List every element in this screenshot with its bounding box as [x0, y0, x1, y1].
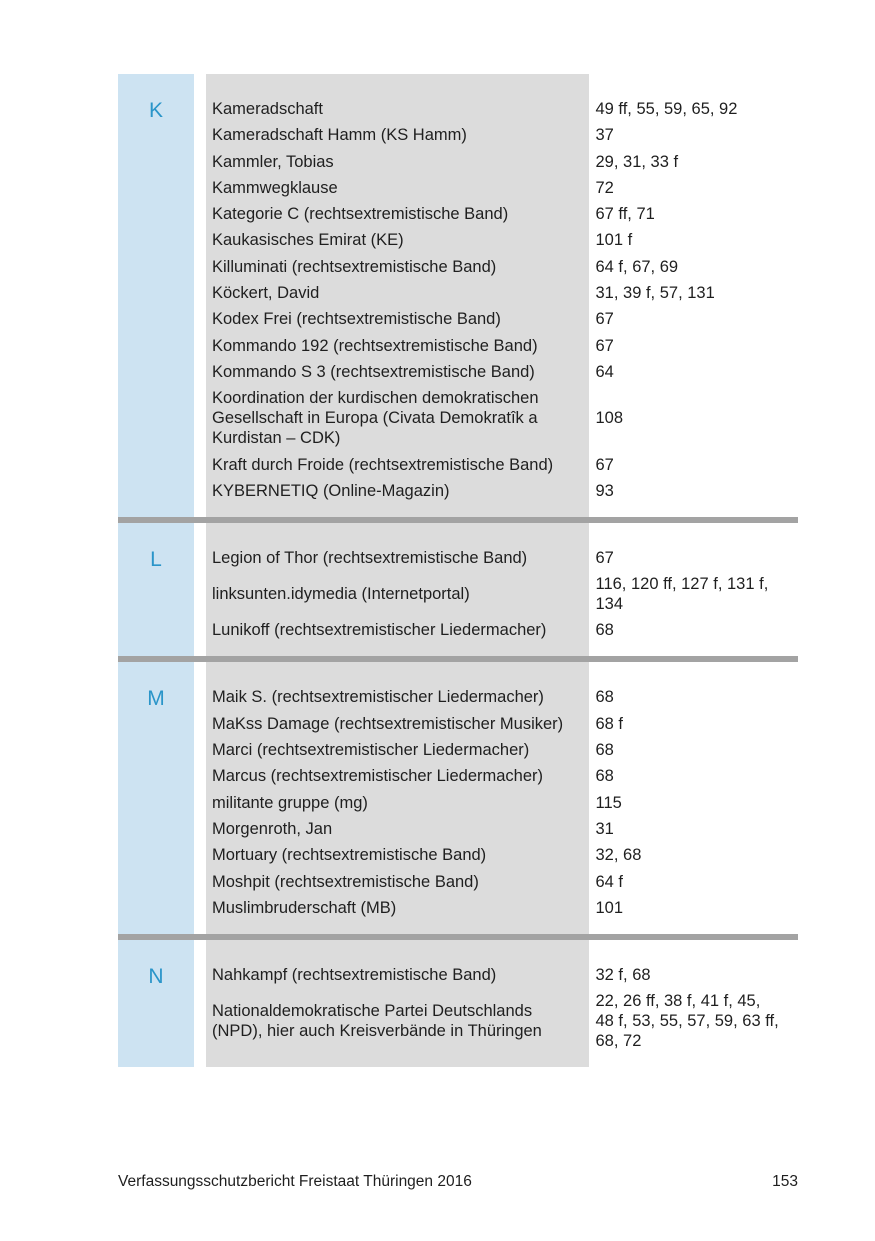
entry-pages: 32, 68 — [595, 846, 642, 865]
index-entry — [118, 898, 798, 918]
entry-pages: 68 — [595, 688, 614, 707]
entry-pages: 116, 120 ff, 127 f, 131 f, 134 — [595, 575, 769, 614]
index-entry — [118, 620, 798, 640]
entry-pages: 67 — [595, 455, 614, 474]
entry-pages: 31 — [595, 819, 614, 838]
entry-pages: 93 — [595, 481, 614, 500]
entry-name: Kaukasisches Emirat (KE) — [212, 231, 404, 250]
index-entry — [118, 481, 798, 501]
entry-name: linksunten.idymedia (Internetportal) — [212, 585, 470, 604]
index-entry — [118, 714, 798, 734]
index-entry — [118, 845, 798, 865]
section-letter: L — [150, 547, 162, 571]
index-entry — [118, 99, 798, 119]
index-section — [118, 662, 798, 933]
entry-name: Kommando S 3 (rechtsextremistische Band) — [212, 362, 535, 381]
entry-name: Kameradschaft — [212, 100, 323, 118]
entry-pages: 68 — [595, 621, 614, 640]
entry-pages: 49 ff, 55, 59, 65, 92 — [595, 100, 738, 118]
entry-pages: 101 — [595, 898, 624, 917]
entry-pages: 64 f — [595, 872, 624, 891]
index-entry — [118, 455, 798, 475]
entry-pages: 68 — [595, 741, 614, 760]
entry-pages: 67 — [595, 336, 614, 355]
entry-pages: 64 f, 67, 69 — [595, 257, 679, 276]
entry-name: Kammwegklause — [212, 178, 338, 197]
entry-name: Legion of Thor (rechtsextremistische Band) — [212, 548, 528, 567]
entry-pages: 67 — [595, 310, 614, 329]
index-entry — [118, 965, 798, 985]
index-entry — [118, 819, 798, 839]
entry-name: Nahkampf (rechtsextremistische Band) — [212, 965, 497, 984]
index-entry — [118, 388, 798, 448]
index-entry — [118, 204, 798, 224]
entry-name: Kategorie C (rechtsextremistische Band) — [212, 205, 509, 224]
entry-list — [118, 940, 798, 1067]
entry-name: Köckert, David — [212, 284, 320, 303]
index-table — [118, 74, 798, 1067]
entry-name: Maik S. (rechtsextremistischer Liedermacher) — [212, 688, 544, 707]
entry-pages: 72 — [595, 178, 614, 197]
index-entry — [118, 687, 798, 707]
index-entry — [118, 766, 798, 786]
entry-list — [118, 662, 798, 933]
index-entry — [118, 574, 798, 614]
index-entry — [118, 125, 798, 145]
index-section — [118, 523, 798, 657]
entry-pages: 31, 39 f, 57, 131 — [595, 284, 715, 303]
entry-name: Marcus (rechtsextremistischer Liedermacher) — [212, 767, 544, 786]
entry-pages: 22, 26 ff, 38 f, 41 f, 45, 48 f, 53, 55, 57, 59, 63 ff, 68, 72 — [595, 992, 779, 1051]
entry-list — [118, 74, 798, 517]
entry-name: Kommando 192 (rechtsextremistische Band) — [212, 336, 538, 355]
entry-pages: 115 — [595, 793, 622, 812]
entry-name: Muslimbruderschaft (MB) — [212, 898, 397, 917]
entry-name: Mortuary (rechtsextremistische Band) — [212, 846, 487, 865]
entry-pages: 37 — [595, 126, 614, 145]
index-entry — [118, 793, 798, 813]
index-entry — [118, 230, 798, 250]
entry-name: Kraft durch Froide (rechtsextremistische Band) — [212, 455, 554, 474]
index-entry — [118, 991, 798, 1051]
entry-name: Marci (rechtsextremistischer Liedermacher) — [212, 741, 530, 760]
index-entry — [118, 152, 798, 172]
entry-name: Nationaldemokratische Partei Deutschlands (NPD), hier auch Kreisverbände in Thüringen — [212, 1002, 542, 1041]
entry-name: MaKss Damage (rechtsextremistischer Musiker) — [212, 714, 564, 733]
entry-pages: 67 — [595, 548, 614, 567]
entry-name: Kodex Frei (rechtsextremistische Band) — [212, 310, 501, 329]
index-entry — [118, 740, 798, 760]
index-entry — [118, 548, 798, 568]
entry-pages: 32 f, 68 — [595, 965, 651, 984]
entry-pages: 64 — [595, 362, 614, 381]
entry-name: Morgenroth, Jan — [212, 819, 333, 838]
index-entry — [118, 257, 798, 277]
index-entry — [118, 872, 798, 892]
index-entry — [118, 362, 798, 382]
index-section — [118, 940, 798, 1067]
entry-pages: 68 — [595, 767, 614, 786]
entry-name: Kammler, Tobias — [212, 152, 334, 171]
entry-name: Lunikoff (rechtsextremistischer Liedermacher) — [212, 621, 547, 640]
footer-title: Verfassungsschutzbericht Freistaat Thüringen 2016 — [118, 1173, 472, 1190]
page-number: 153 — [772, 1173, 798, 1190]
entry-pages: 68 f — [595, 714, 624, 733]
index-entry — [118, 178, 798, 198]
entry-list — [118, 523, 798, 657]
index-entry — [118, 336, 798, 356]
entry-pages: 29, 31, 33 f — [595, 152, 679, 171]
entry-name: Kameradschaft Hamm (KS Hamm) — [212, 126, 467, 145]
index-entry — [118, 283, 798, 303]
index-entry — [118, 309, 798, 329]
section-letter: N — [148, 964, 164, 988]
index-section — [118, 74, 798, 517]
entry-name: Koordination der kurdischen demokratischen Gesellschaft in Europa (Civata Demokratîk a Kurdistan – CDK) — [212, 389, 539, 448]
entry-name: Killuminati (rechtsextremistische Band) — [212, 257, 497, 276]
entry-pages: 108 — [595, 409, 624, 428]
section-letter: K — [148, 99, 163, 122]
entry-name: Moshpit (rechtsextremistische Band) — [212, 872, 479, 891]
entry-name: militante gruppe (mg) — [212, 793, 368, 812]
entry-pages: 67 ff, 71 — [595, 205, 655, 224]
entry-pages: 101 f — [595, 231, 633, 250]
entry-name: KYBERNETIQ (Online-Magazin) — [212, 481, 450, 500]
section-letter: M — [147, 687, 165, 711]
